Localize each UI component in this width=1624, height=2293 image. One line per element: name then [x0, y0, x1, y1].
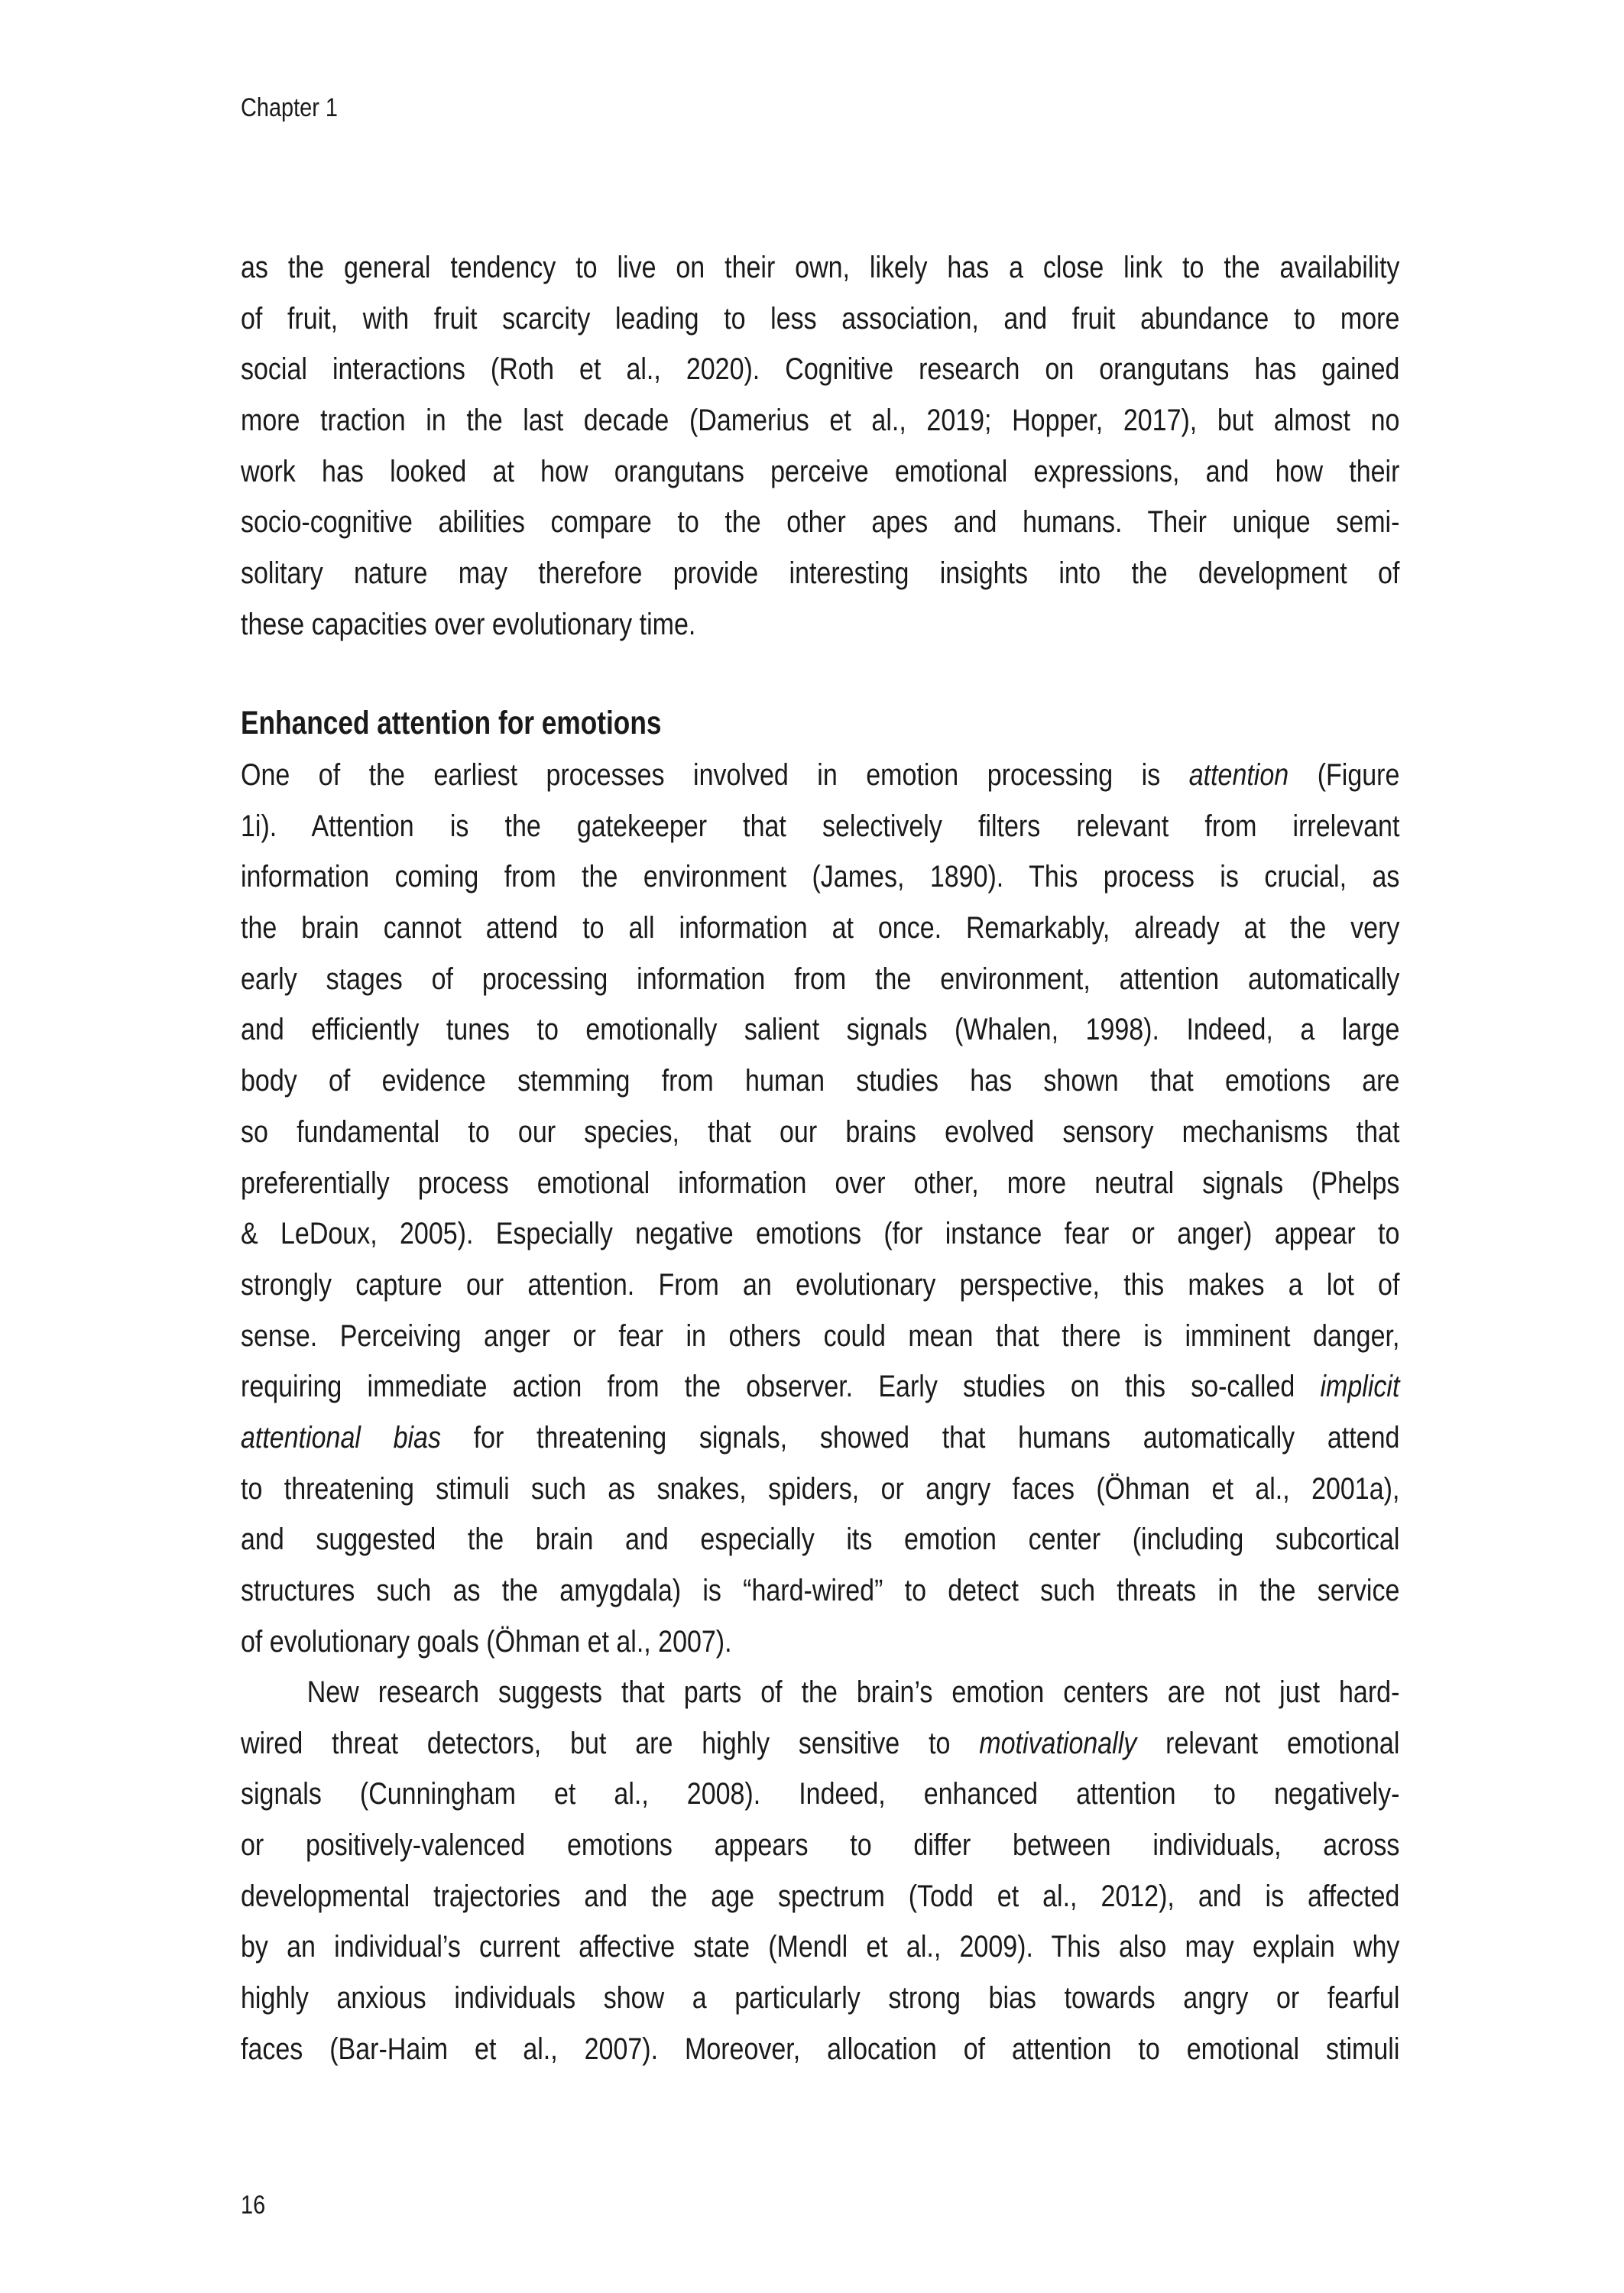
text-line: [241, 1260, 1399, 1311]
text-line: [241, 497, 1399, 548]
text-line: [241, 242, 1399, 294]
text-run: relevant emotional: [1136, 1726, 1400, 1760]
text-run: One of the earliest processes involved in emotion processing is: [241, 758, 1189, 792]
text-line: [241, 1004, 1399, 1056]
text-run: body of evidence stemming from human studies has shown that emotions are: [241, 1064, 1400, 1098]
text-line: [241, 1769, 1399, 1820]
text-line: [241, 548, 1399, 599]
text-line: [241, 599, 1399, 650]
text-run: highly anxious individuals show a particularly strong bias towards angry or fearful: [241, 1981, 1400, 2016]
text-run: socio-cognitive abilities compare to the other apes and humans. Their unique semi-: [241, 505, 1400, 540]
text-run: to threatening stimuli such as snakes, spiders, or angry faces (Öhman et al., 2001a),: [241, 1471, 1400, 1506]
text-run: social interactions (Roth et al., 2020). Cognitive research on orangutans has gained: [241, 352, 1400, 387]
text-run: and efficiently tunes to emotionally salient signals (Whalen, 1998). Indeed, a large: [241, 1013, 1400, 1047]
text-line: [241, 801, 1399, 852]
text-line: [241, 903, 1399, 954]
text-run: sense. Perceiving anger or fear in others could mean that there is imminent danger,: [241, 1318, 1400, 1353]
text-run: solitary nature may therefore provide interesting insights into the development of: [241, 556, 1400, 591]
text-line: [241, 446, 1399, 498]
text-run: wired threat detectors, but are highly sensitive to: [241, 1726, 980, 1760]
text-run: & LeDoux, 2005). Especially negative emotions (for instance fear or anger) appear to: [241, 1217, 1400, 1251]
text-line: [241, 851, 1399, 903]
text-run: requiring immediate action from the observer. Early studies on this so-called: [241, 1370, 1321, 1404]
text-line: [241, 395, 1399, 446]
text-line: [241, 1617, 1399, 1668]
text-line: [241, 1107, 1399, 1158]
text-line: [241, 954, 1399, 1005]
text-run: early stages of processing information from the environment, attention automatically: [241, 962, 1400, 996]
text-run: of evolutionary goals (Öhman et al., 2007).: [241, 1624, 732, 1659]
text-line: [241, 1412, 1399, 1464]
text-line: [241, 1871, 1399, 1922]
text-run: so fundamental to our species, that our brains evolved sensory mechanisms that: [241, 1114, 1400, 1149]
italic-term: attentional bias: [241, 1420, 441, 1455]
text-line: [241, 1464, 1399, 1515]
text-run: developmental trajectories and the age spectrum (Todd et al., 2012), and is affected: [241, 1879, 1400, 1913]
text-run: of fruit, with fruit scarcity leading to less association, and fruit abundance to more: [241, 301, 1400, 336]
text-run: (Figure: [1289, 758, 1400, 792]
text-line: [241, 1973, 1399, 2024]
italic-term: implicit: [1320, 1370, 1400, 1404]
running-head: Chapter 1: [241, 93, 338, 122]
text-run: by an individual’s current affective state (Mendl et al., 2009). This also may explain why: [241, 1930, 1400, 1964]
paragraph-2: [241, 750, 1399, 1667]
text-run: structures such as the amygdala) is “hard-wired” to detect such threats in the service: [241, 1574, 1400, 1607]
text-line: [241, 344, 1399, 395]
text-run: the brain cannot attend to all information at once. Remarkably, already at the very: [241, 911, 1400, 945]
text-line: [241, 294, 1399, 345]
text-run: these capacities over evolutionary time.: [241, 607, 696, 641]
text-run: preferentially process emotional information over other, more neutral signals (Phelps: [241, 1166, 1400, 1200]
page-number: 16: [241, 2191, 266, 2220]
text-line: [241, 1361, 1399, 1412]
italic-term: attention: [1188, 758, 1289, 792]
italic-term: motivationally: [979, 1726, 1137, 1760]
text-run: for threatening signals, showed that humans automatically attend: [440, 1420, 1400, 1455]
text-run: more traction in the last decade (Damerius et al., 2019; Hopper, 2017), but almost no: [241, 404, 1400, 438]
text-run: information coming from the environment (James, 1890). This process is crucial, as: [241, 860, 1400, 894]
paragraph-1: [241, 242, 1399, 650]
text-line: [241, 1056, 1399, 1107]
text-run: and suggested the brain and especially its emotion center (including subcortical: [241, 1523, 1400, 1557]
text-line: [241, 1158, 1399, 1209]
text-run: strongly capture our attention. From an evolutionary perspective, this makes a lot of: [241, 1267, 1400, 1302]
text-line: [241, 1208, 1399, 1260]
paragraph-3: [241, 1667, 1399, 2075]
text-line: [241, 2024, 1399, 2075]
text-line: [241, 1514, 1399, 1565]
text-run: New research suggests that parts of the brain’s emotion centers are not just hard-: [306, 1675, 1400, 1709]
text-run: as the general tendency to live on their own, likely has a close link to the availability: [241, 251, 1400, 284]
text-run: 1i). Attention is the gatekeeper that selectively filters relevant from irrelevant: [241, 809, 1400, 843]
text-line: [241, 1922, 1399, 1973]
text-line: [241, 1718, 1399, 1769]
text-run: or positively-valenced emotions appears to differ between individuals, across: [241, 1828, 1400, 1863]
text-run: signals (Cunningham et al., 2008). Indeed, enhanced attention to negatively-: [241, 1777, 1400, 1811]
text-line: [241, 750, 1399, 801]
text-line: [241, 1820, 1399, 1871]
section-heading: Enhanced attention for emotions: [241, 705, 662, 741]
text-line: [241, 1311, 1399, 1362]
text-line: [241, 1565, 1399, 1617]
text-run: faces (Bar-Haim et al., 2007). Moreover, allocation of attention to emotional stimuli: [241, 2032, 1400, 2066]
text-line: [241, 1667, 1399, 1718]
text-run: work has looked at how orangutans perceive emotional expressions, and how their: [241, 454, 1400, 488]
